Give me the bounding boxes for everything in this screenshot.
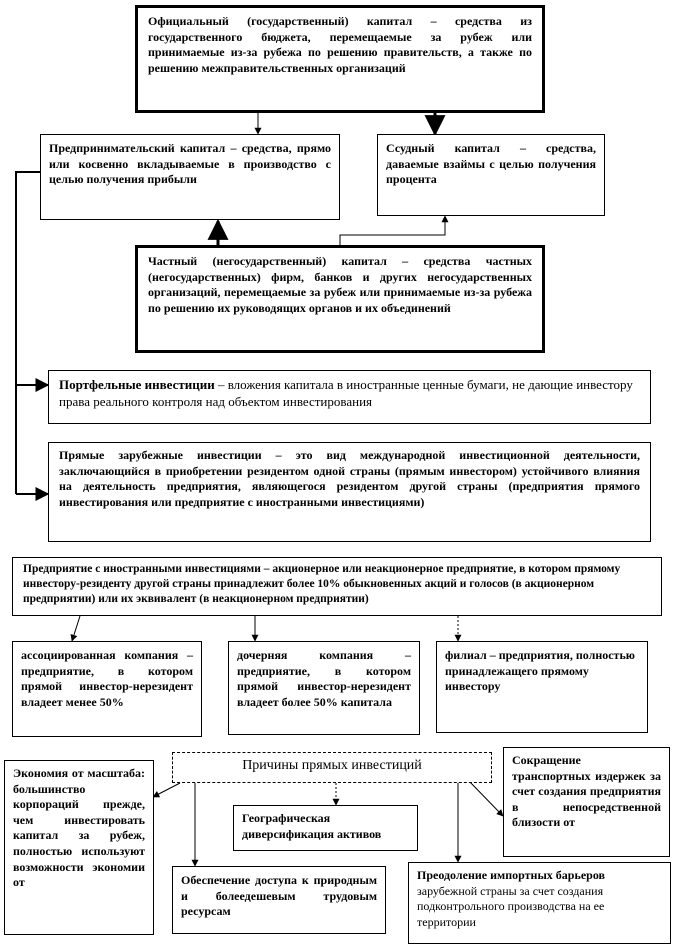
branch-box <box>436 641 648 733</box>
import-barriers-box <box>408 862 671 944</box>
loan-capital-text: – средства, даваемые взаймы с целью получения процента <box>386 141 596 187</box>
branch-term: филиал <box>445 648 487 662</box>
economy-of-scale-text: Экономия от масштаба: большинство корпораций прежде, чем инвестировать капитал за рубеж, полностью используют возможности экономии от <box>13 766 145 890</box>
branch-text: – предприятия, полностью принадлежащего прямому инвестору <box>445 648 635 694</box>
bracket-entrepreneurial <box>16 172 40 494</box>
direct-investment-term: Прямые зарубежные инвестиции <box>59 448 262 462</box>
import-barriers-term: Преодоление импортных барьеров <box>417 868 606 882</box>
arrow-to-economy <box>153 783 180 797</box>
portfolio-investment-box <box>48 370 651 424</box>
entrepreneurial-capital-box <box>40 134 340 220</box>
portfolio-investment-term: Портфельные инвестиции <box>59 377 215 392</box>
portfolio-investment-text: – вложения капитала в иностранные ценные бумаги, не дающие инвестору права реального контроля над объектом инвестирования <box>59 377 633 409</box>
subsidiary-company-term: дочерняя компания <box>237 648 374 662</box>
import-barriers-text: зарубежной страны за счет создания подконтрольного производства на ее территории <box>417 883 605 929</box>
foreign-enterprise-text: – акционерное или неакционерное предприятие, в котором прямому инвестору-резиденту другой страны принадлежит более 10% обыкновенных акций и голосов (в акционерном предприятии) или их эквивалент (в неакционерном предприятии) <box>23 563 621 605</box>
private-capital-text: – средства частных (негосударственных) фирм, банков и других негосударственных организаций, перемещаемые за рубеж или принимаемые из-за рубежа по решению их руководящих органов и их объединений <box>148 254 532 315</box>
arrow-to-associated <box>72 616 80 641</box>
associated-company-box <box>12 641 202 737</box>
economy-of-scale-box <box>4 760 154 935</box>
official-capital-box <box>135 5 545 113</box>
transport-costs-box <box>503 747 670 857</box>
geo-diversification-text: Географическая диверсификация активов <box>242 811 382 841</box>
entrepreneurial-capital-term: Предпринимательский капитал <box>49 141 226 155</box>
subsidiary-company-text: – предприятие, в котором прямой инвестор-нерезидент владеет более 50% капитала <box>237 648 411 709</box>
associated-company-term: ассоциированная компания <box>21 648 179 662</box>
foreign-enterprise-term: Предприятие с иностранными инвестициями <box>23 563 261 575</box>
entrepreneurial-capital-text: – средства, прямо или косвенно вкладываемые в производство с целью получения прибыли <box>49 141 331 187</box>
arrow-to-transport <box>468 780 503 816</box>
reasons-title-box <box>172 752 492 783</box>
private-capital-box <box>135 245 545 353</box>
official-capital-term: Официальный (государственный) капитал <box>148 14 413 28</box>
loan-capital-box <box>377 134 605 216</box>
associated-company-text: – предприятие, в котором прямой инвестор-нерезидент владеет менее 50% <box>21 648 193 709</box>
transport-costs-text: Сокращение транспортных издержек за счет создания предприятия в непосредственной близости от <box>512 753 661 830</box>
direct-investment-box <box>48 442 651 542</box>
loan-capital-term: Ссудный капитал <box>386 141 500 155</box>
arrow-private-to-loan <box>340 216 445 245</box>
direct-investment-text: – это вид международной инвестиционной деятельности, заключающийся в приобретении резидентом одной страны (прямым инвестором) устойчивого влияния на деятельность предприятия, являющегося резидентом другой страны (предприятия прямого инвестирования или предприятие с иностранными инвестициями) <box>59 448 640 509</box>
reasons-title: Причины прямых инвестиций <box>242 758 422 773</box>
foreign-enterprise-box <box>12 557 662 616</box>
geo-diversification-box <box>233 805 418 851</box>
private-capital-term: Частный (негосударственный) капитал <box>148 254 387 268</box>
resources-access-text: Обеспечение доступа к природным и болеедешевым трудовым ресурсам <box>181 873 377 919</box>
official-capital-text: – средства из государственного бюджета, перемещаемые за рубеж или принимаемые из-за рубежа по решению правительств, а также по решению межправительственных организаций <box>148 14 532 75</box>
subsidiary-company-box <box>228 641 420 735</box>
resources-access-box <box>172 866 386 934</box>
